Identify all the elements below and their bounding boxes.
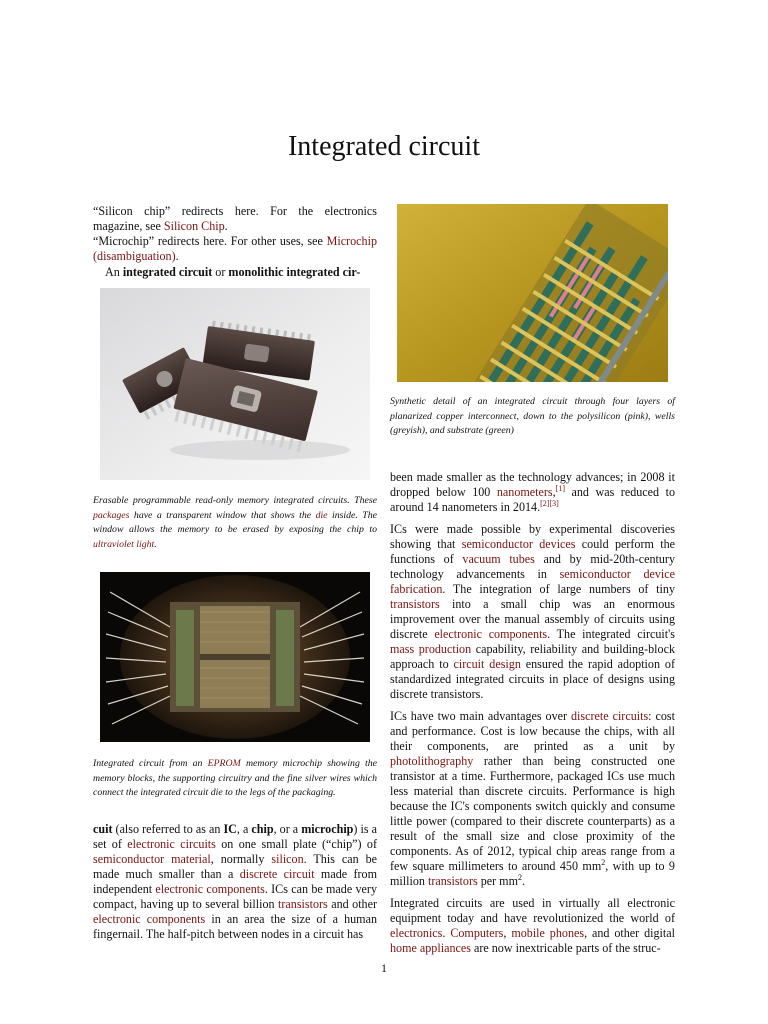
link-semiconductor-material[interactable]: semiconductor material: [93, 852, 211, 866]
paragraph-advantages: ICs have two main advantages over discrete circuits: cost and performance. Cost is low because the chips, with all their components, are printed as a unit by photolithography rather than being constructed one transistor at a time. Furthermore, packaged ICs use much less material than discrete circuits. Performance is high because the IC's components switch quickly and consume little power (compared to their discrete counterparts) as a result of the small size and close proximity of the components. As of 2012, typical chip areas range from a few square millimeters to around 450 $mm^2$, with up to 9 million transistors per $mm^2$.: [390, 709, 675, 888]
link-vacuum-tubes[interactable]: vacuum tubes: [462, 552, 535, 566]
hatnote-microchip: “Microchip” redirects here. For other uses, see Microchip (disambiguation).: [93, 234, 377, 263]
right-column: [390, 470, 675, 956]
paragraph-usage: Integrated circuits are used in virtually all electronic equipment today and have revolutionized the world of electronics. Computers, mobile phones, and other digital home appliances are now inextricable parts of the struc-: [390, 896, 675, 955]
link-mobile-phones[interactable]: mobile phones: [511, 926, 585, 940]
link-mass-production[interactable]: mass production: [390, 642, 472, 656]
link-electronic-components-3[interactable]: electronic components: [434, 627, 548, 641]
link-computers[interactable]: Computers: [450, 926, 504, 940]
link-die[interactable]: die: [315, 509, 328, 521]
link-transistors-3[interactable]: transistors: [427, 874, 478, 888]
link-transistors[interactable]: transistors: [278, 897, 328, 911]
intro-lead: An integrated circuit or monolithic integrated cir-: [105, 265, 361, 279]
link-semiconductor-devices[interactable]: semiconductor devices: [461, 537, 576, 551]
hatnote-silicon-chip: “Silicon chip” redirects here. For the electronics magazine, see Silicon Chip.: [93, 204, 377, 233]
link-discrete-circuit[interactable]: discrete circuit: [239, 867, 315, 881]
eprom-chips-photo: [100, 288, 370, 480]
ic-layers-caption: Synthetic detail of an integrated circuit through four layers of planarized copper interconnect, down to the polysilicon (pink), wells (greyish), and substrate (green): [390, 396, 675, 436]
eprom-die-caption: Integrated circuit from an EPROM memory microchip showing the memory blocks, the supporting circuitry and the fine silver wires which connect the integrated circuit die to the legs of the packaging.: [93, 758, 377, 798]
eprom-chips-caption: Erasable programmable read-only memory integrated circuits. These packages have a transparent window that shows the die inside. The window allows the memory to be erased by exposing the chip to ultraviolet light.: [93, 495, 378, 550]
paragraph-history: ICs were made possible by experimental discoveries showing that semiconductor devices could perform the functions of vacuum tubes and by mid-20th-century technology advancements in semiconductor device fabrication. The integration of large numbers of tiny transistors into a small chip was an enormous improvement over the manual assembly of circuits using discrete electronic components. The integrated circuit's mass production capability, reliability and building-block approach to circuit design ensured the rapid adoption of standardized integrated circuits in place of designs using discrete transistors.: [390, 522, 675, 701]
page-title: Integrated circuit: [287, 130, 480, 162]
page-number: 1: [381, 961, 387, 975]
link-photolithography[interactable]: photolithography: [390, 754, 474, 768]
link-electronic-circuits[interactable]: electronic circuits: [127, 837, 216, 851]
link-packages[interactable]: packages: [93, 509, 130, 521]
link-home-appliances[interactable]: home appliances: [390, 941, 471, 955]
citation-2-3[interactable]: [2][3]: [540, 498, 559, 508]
link-electronic-components[interactable]: electronic components: [155, 882, 265, 896]
link-microchip-disambiguation[interactable]: Microchip (disambiguation): [93, 234, 377, 263]
ic-layers-photo: [397, 204, 668, 382]
link-semiconductor-device-fabrication[interactable]: semiconductor device fabrication: [390, 567, 675, 596]
eprom-die-photo: [100, 572, 370, 742]
link-silicon[interactable]: silicon: [271, 852, 304, 866]
left-column-continuation: cuit (also referred to as an IC, a chip, or a microchip) is a set of electronic circuits on one small plate (“chip”) of semiconductor material, normally silicon. This can be made much smaller than a discrete circuit made from independent electronic components. ICs can be made very compact, having up to several billion transistors and other electronic components in an area the size of a human fingernail. The half-pitch between nodes in a circuit has: [93, 822, 378, 941]
link-electronic-components-2[interactable]: electronic components: [93, 912, 206, 926]
link-electronics[interactable]: electronics: [390, 926, 443, 940]
link-transistors-2[interactable]: transistors: [390, 597, 440, 611]
link-eprom[interactable]: EPROM: [207, 758, 241, 769]
link-discrete-circuits[interactable]: discrete circuits: [571, 709, 649, 723]
citation-1[interactable]: [1]: [555, 483, 565, 493]
link-nanometers[interactable]: nanometers: [496, 485, 553, 499]
left-column-top: [93, 204, 377, 280]
paragraph-node-size: been made smaller as the technology advances; in 2008 it dropped below 100 nanometers,[1] and was reduced to around 14 nanometers in 2014.[2][3]: [390, 470, 675, 514]
link-ultraviolet-light[interactable]: ultraviolet light: [93, 538, 155, 550]
link-circuit-design[interactable]: circuit design: [453, 657, 521, 671]
link-silicon-chip[interactable]: Silicon Chip: [163, 219, 225, 233]
